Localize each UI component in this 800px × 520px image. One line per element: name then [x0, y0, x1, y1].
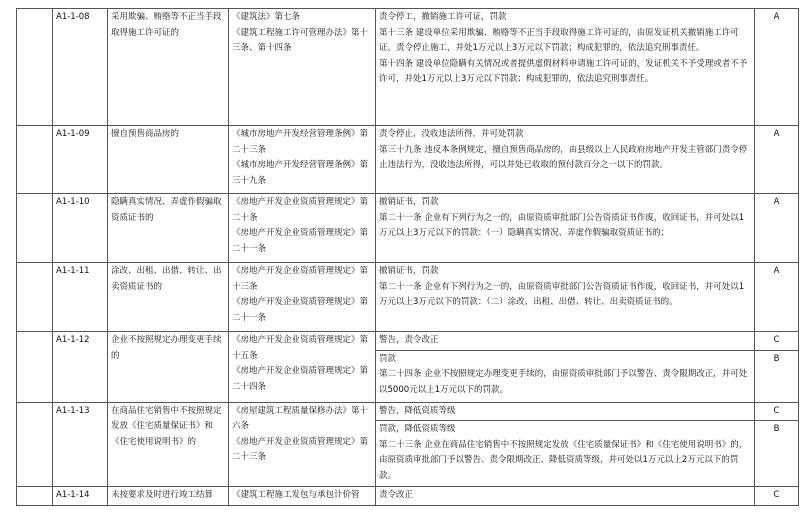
- penalty-content: [376, 194, 755, 263]
- basis-line: 《建筑法》第七条: [232, 12, 301, 22]
- legal-basis: [229, 263, 376, 332]
- table-row: [17, 487, 799, 506]
- basis-line: 《房地产开发企业资质管理规定》第二十条: [232, 197, 369, 223]
- severity-level: A: [755, 263, 799, 332]
- violation-text: 在商品住宅销售中不按照规定发放《住宅质量保证书》和《住宅使用说明书》的: [108, 402, 229, 487]
- basis-line: 《房屋建筑工程质量保修办法》第十六条: [232, 405, 369, 431]
- basis-line: 《房地产开发企业资质管理规定》第十五条: [232, 335, 369, 361]
- penalty-detail: 第二十一条 企业有下列行为之一的，由原资质审批部门公告资质证书作废，收回证书，并可处以1万元以上3万元以下的罚款：（二）涂改、出租、出借、转让、出卖资质证书的。: [379, 281, 745, 307]
- row-code: A1-1-10: [53, 194, 108, 263]
- legal-basis: [229, 126, 376, 194]
- lead-cell: [17, 9, 53, 126]
- severity-level: B: [755, 350, 799, 402]
- basis-line: 《城市房地产开发经营管理条例》第二十三条: [232, 129, 369, 155]
- penalty-content: [376, 126, 755, 194]
- penalty-type: 撤销证书，罚款: [379, 197, 439, 207]
- penalty-detail: 第三十九条 违反本条例规定，擅自预售商品房的，由县级以上人民政府房地产开发主管部门责令停止违法行为，没收违法所得，可以并处已收取的预付款百分之一以下的罚款。: [379, 144, 748, 170]
- lead-cell: [17, 126, 53, 194]
- basis-line: 《建筑工程施工许可管理办法》第十三条、第十四条: [232, 27, 369, 53]
- legal-basis: [229, 487, 376, 506]
- basis-line: 《房地产开发企业资质管理规定》第二十一条: [232, 228, 369, 254]
- penalty-detail: 第二十一条 企业有下列行为之一的，由原资质审批部门公告资质证书作废，收回证书，并可处以1万元以上3万元以下的罚款：（一）隐瞒真实情况、弄虚作假骗取资质证书的；: [379, 212, 745, 238]
- violation-text: 采用欺骗、贿赂等不正当手段取得施工许可证的: [108, 9, 229, 126]
- severity-level: C: [755, 402, 799, 421]
- penalty-type: 警告，降低资质等级: [376, 402, 755, 421]
- severity-level: A: [755, 194, 799, 263]
- violation-text: 隐瞒真实情况、弄虚作假骗取资质证书的: [108, 194, 229, 263]
- penalty-content: [376, 263, 755, 332]
- violation-text: 未按要求及时进行竣工结算: [108, 487, 229, 506]
- violation-text: 涂改、出租、出借、转让、出卖资质证书的: [108, 263, 229, 332]
- penalty-content: [376, 9, 755, 126]
- penalty-detail: 第二十三条 企业在商品住宅销售中不按照规定发放《住宅质量保证书》和《住宅使用说明书》的，由原资质审批部门予以警告、责令限期改正、降低资质等级，并可处以1万元以上2万元以下的罚款。: [379, 439, 748, 481]
- penalty-detail: 第十四条 建设单位隐瞒有关情况或者提供虚假材料申请施工许可证的，发证机关不予受理或者不予许可，并处1万元以上3万元以下罚款；构成犯罪的，依法追究刑事责任。: [379, 58, 748, 84]
- table-row: [17, 263, 799, 332]
- penalty-content: [376, 421, 755, 487]
- lead-cell: [17, 194, 53, 263]
- basis-line: 《建筑工程施工发包与承包计价管: [232, 490, 360, 500]
- penalty-content: [376, 350, 755, 402]
- penalty-detail: 第二十四条 企业不按照规定办理变更手续的，由原资质审批部门予以警告、责令限期改正，并可处以5000元以上1万元以下的罚款。: [379, 369, 748, 395]
- basis-line: 《房地产开发企业资质管理规定》第十三条: [232, 266, 369, 292]
- penalty-type: 罚款，降低资质等级: [379, 424, 456, 434]
- row-code: A1-1-11: [53, 263, 108, 332]
- severity-level: C: [755, 332, 799, 351]
- penalty-type: 责令停工，撤销施工许可证，罚款: [379, 12, 507, 22]
- table-row: [17, 332, 799, 351]
- penalty-type: 罚款: [379, 353, 397, 364]
- lead-cell: [17, 332, 53, 403]
- table-row: [17, 9, 799, 126]
- violation-text: 企业不按照规定办理变更手续的: [108, 332, 229, 403]
- basis-line: 《房地产开发企业资质管理规定》第二十三条: [232, 436, 369, 462]
- severity-level: A: [755, 9, 799, 126]
- basis-line: 《房地产开发企业资质管理规定》第二十四条: [232, 366, 369, 392]
- legal-basis: [229, 402, 376, 487]
- legal-basis: [229, 194, 376, 263]
- legal-basis: [229, 332, 376, 403]
- penalty-table: [16, 8, 799, 506]
- row-code: A1-1-08: [53, 9, 108, 126]
- table-row: [17, 194, 799, 263]
- penalty-type: 责令停止，没收违法所得，并可处罚款: [379, 129, 524, 139]
- severity-level: C: [755, 487, 799, 506]
- lead-cell: [17, 402, 53, 487]
- penalty-type: 责令改正: [376, 487, 755, 506]
- violation-text: 擅自预售商品房的: [108, 126, 229, 194]
- legal-basis: [229, 9, 376, 126]
- table-row: [17, 126, 799, 194]
- row-code: A1-1-13: [53, 402, 108, 487]
- row-code: A1-1-12: [53, 332, 108, 403]
- severity-level: B: [755, 421, 799, 487]
- penalty-type: 撤销证书，罚款: [379, 266, 439, 276]
- row-code: A1-1-09: [53, 126, 108, 194]
- lead-cell: [17, 487, 53, 506]
- penalty-detail: 第十三条 建设单位采用欺骗、贿赂等不正当手段取得施工许可证的，由原发证机关撤销施工许可证，责令停止施工，并处1万元以上3万元以下罚款；构成犯罪的，依法追究刑事责任。: [379, 27, 739, 53]
- table-row: [17, 402, 799, 421]
- basis-line: 《房地产开发企业资质管理规定》第二十一条: [232, 297, 369, 323]
- basis-line: 《城市房地产开发经营管理条例》第三十九条: [232, 160, 369, 186]
- penalty-type: 警告，责令改正: [376, 332, 755, 351]
- row-code: A1-1-14: [53, 487, 108, 506]
- severity-level: A: [755, 126, 799, 194]
- lead-cell: [17, 263, 53, 332]
